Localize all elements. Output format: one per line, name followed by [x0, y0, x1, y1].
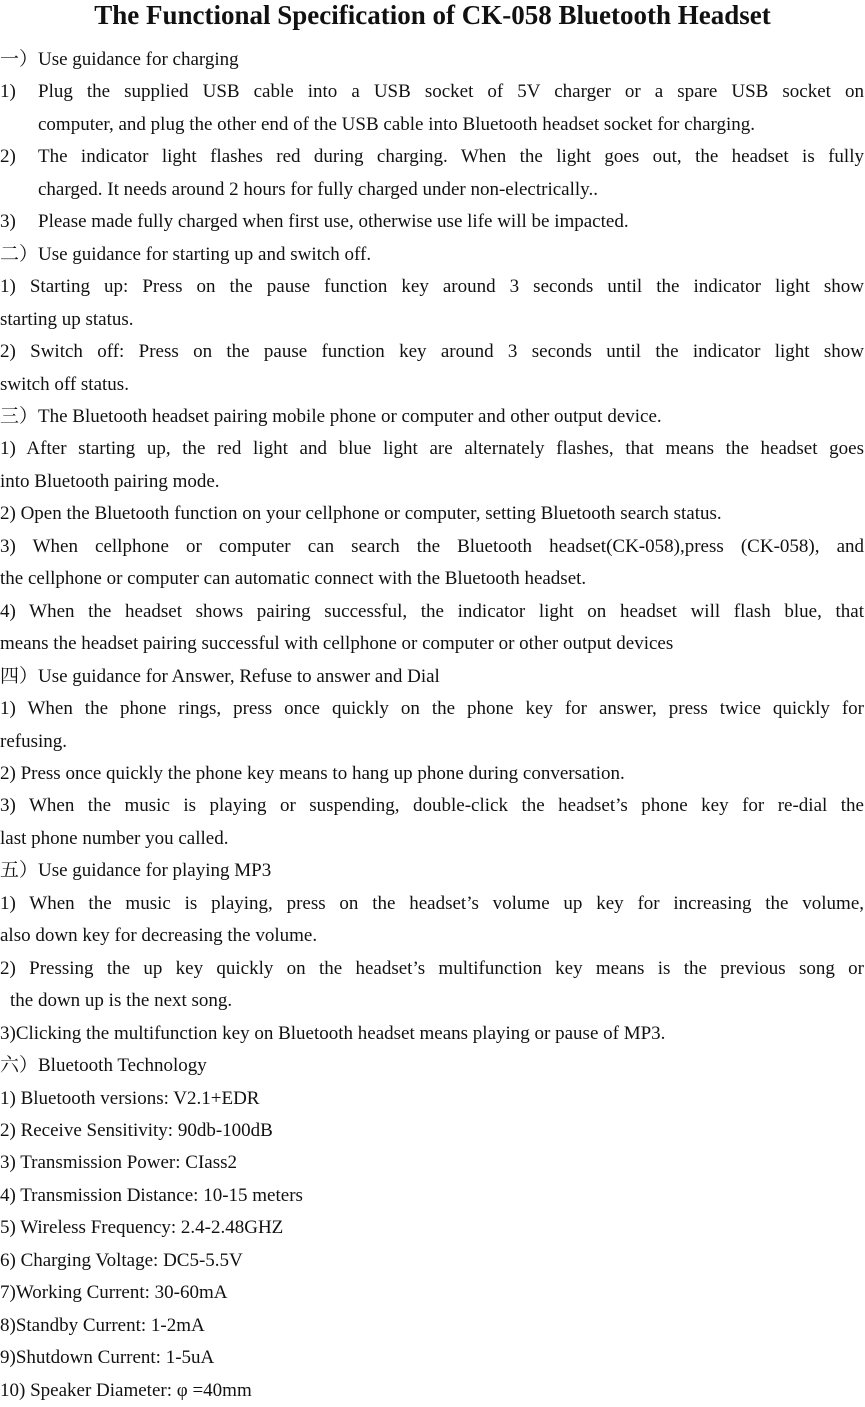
spec-item: 9)Shutdown Current: 1-5uA — [0, 1347, 215, 1369]
paragraph-line: last phone number you called. — [0, 827, 229, 849]
paragraph-line: 2) Pressing the up key quickly on the headset’s multifunction key means is the previous song or — [0, 957, 864, 979]
paragraph-line: 1) After starting up, the red light and blue light are alternately flashes, that means the headset goes — [0, 438, 864, 460]
item-text-continued: computer, and plug the other end of the USB cable into Bluetooth headset socket for charging. — [38, 113, 756, 135]
list-item — [0, 141, 864, 173]
spec-item: 7)Working Current: 30-60mA — [0, 1282, 228, 1304]
item-text: Please made fully charged when first use, otherwise use life will be impacted. — [38, 211, 629, 233]
spec-item: 4) Transmission Distance: 10-15 meters — [0, 1184, 303, 1206]
paragraph-line: into Bluetooth pairing mode. — [0, 470, 220, 492]
paragraph-line: 2) Press once quickly the phone key means to hang up phone during conversation. — [0, 762, 625, 784]
spec-item: 3) Transmission Power: CIass2 — [0, 1152, 237, 1174]
paragraph-line: also down key for decreasing the volume. — [0, 925, 318, 947]
paragraph-line: 3) When the music is playing or suspending, double-click the headset’s phone key for re-dial the — [0, 795, 864, 817]
document-title: The Functional Specification of CK-058 Bluetooth Headset — [94, 0, 771, 30]
item-text-continued: charged. It needs around 2 hours for fully charged under non-electrically.. — [38, 178, 598, 200]
paragraph-line: the cellphone or computer can automatic connect with the Bluetooth headset. — [0, 568, 587, 590]
spec-item: 1) Bluetooth versions: V2.1+EDR — [0, 1087, 260, 1109]
paragraph-line: 3)Clicking the multifunction key on Bluetooth headset means playing or pause of MP3. — [0, 1022, 666, 1044]
item-text: Plug the supplied USB cable into a USB socket of 5V charger or a spare USB socket on — [38, 81, 864, 103]
section-heading-calls: 四）Use guidance for Answer, Refuse to answer and Dial — [0, 665, 440, 687]
list-item — [0, 76, 864, 108]
section-heading-pairing: 三）The Bluetooth headset pairing mobile phone or computer and other output device. — [0, 405, 662, 427]
document-body — [0, 44, 864, 1407]
section-heading-charging: 一）Use guidance for charging — [0, 49, 239, 70]
paragraph-line: 1) When the music is playing, press on the headset’s volume up key for increasing the volume, — [0, 892, 864, 914]
spec-item: 5) Wireless Frequency: 2.4-2.48GHZ — [0, 1217, 284, 1239]
item-number: 1) — [0, 81, 16, 103]
paragraph-line: refusing. — [0, 730, 68, 752]
paragraph-line: the down up is the next song. — [10, 990, 233, 1012]
list-item — [0, 206, 864, 238]
section-heading-mp3: 五）Use guidance for playing MP3 — [0, 860, 272, 882]
spec-item: 6) Charging Voltage: DC5-5.5V — [0, 1249, 243, 1271]
paragraph-line: 2) Switch off: Press on the pause function key around 3 seconds until the indicator light show — [0, 341, 864, 363]
paragraph-line: means the headset pairing successful with cellphone or computer or other output devices — [0, 633, 674, 655]
paragraph-line: 4) When the headset shows pairing successful, the indicator light on headset will flash blue, that — [0, 600, 864, 622]
item-number: 3) — [0, 211, 16, 233]
paragraph-line: 1) When the phone rings, press once quickly on the phone key for answer, press twice quickly for — [0, 698, 864, 720]
item-number: 2) — [0, 146, 16, 168]
section-heading-technology: 六）Bluetooth Technology — [0, 1055, 207, 1077]
paragraph-line: 3) When cellphone or computer can search the Bluetooth headset(CK-058),press (CK-058), and — [0, 535, 864, 557]
paragraph-line: switch off status. — [0, 373, 129, 395]
section-heading-power: 二）Use guidance for starting up and switch off. — [0, 243, 372, 265]
paragraph-line: 1) Starting up: Press on the pause function key around 3 seconds until the indicator light show — [0, 276, 864, 298]
spec-item: 8)Standby Current: 1-2mA — [0, 1314, 205, 1336]
spec-item: 10) Speaker Diameter: φ =40mm — [0, 1379, 252, 1401]
item-text: The indicator light flashes red during charging. When the light goes out, the headset is fully — [38, 146, 864, 168]
paragraph-line: 2) Open the Bluetooth function on your cellphone or computer, setting Bluetooth search status. — [0, 503, 722, 525]
spec-item: 2) Receive Sensitivity: 90db-100dB — [0, 1119, 273, 1141]
paragraph-line: starting up status. — [0, 308, 134, 330]
